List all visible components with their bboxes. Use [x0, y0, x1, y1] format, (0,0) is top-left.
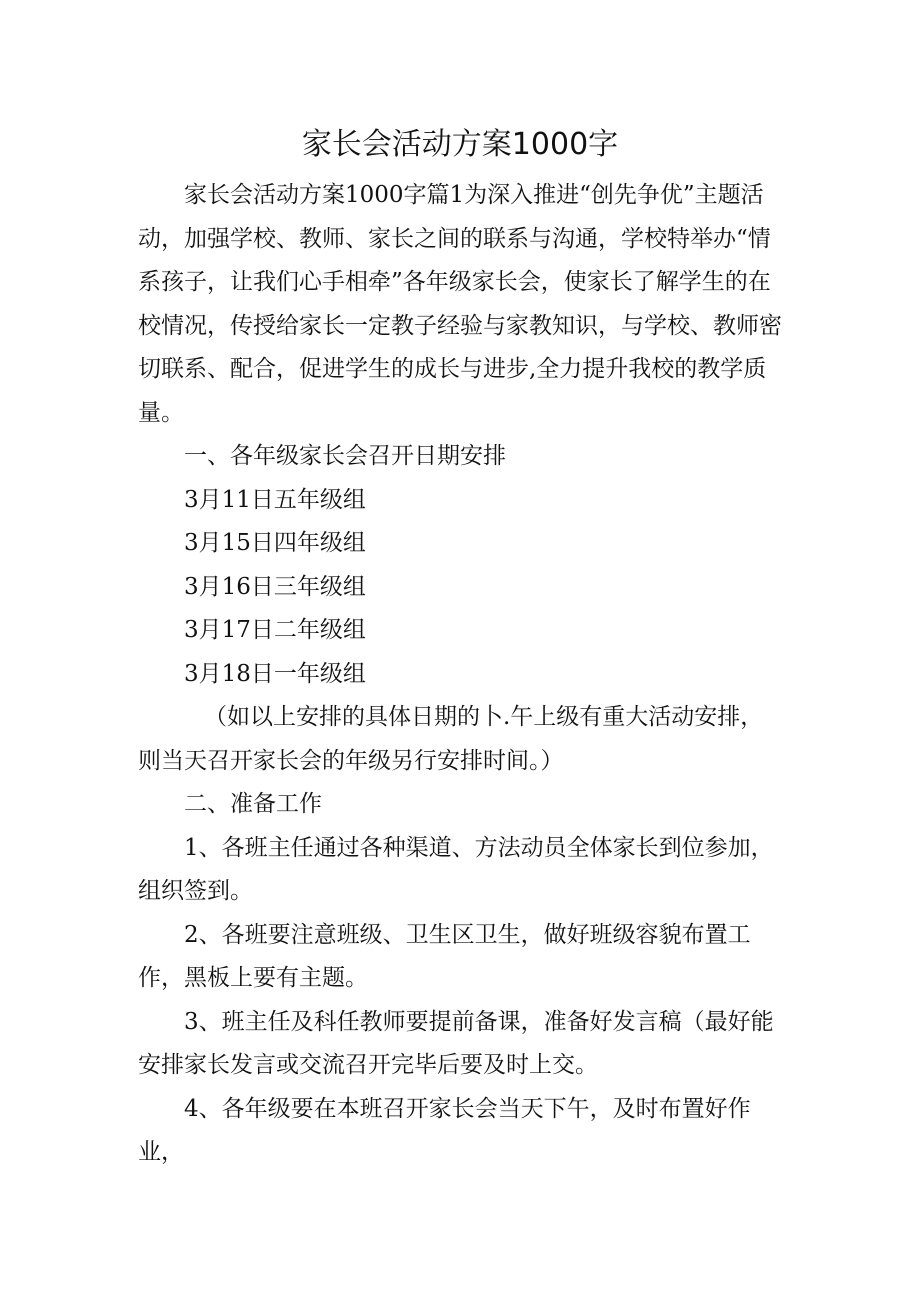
section-heading-preparation: 二、准备工作 [184, 791, 322, 817]
preparation-item: 4、各年级要在本班召开家长会当天下午，及时布置好作业， [138, 1095, 751, 1165]
preparation-item: 3、班主任及科任教师要提前备课，准备好发言稿（最好能安排家长发言或交流召开完毕后要及时上交。 [138, 1008, 774, 1078]
schedule-item: 3月11日五年级组 [184, 486, 366, 513]
section-heading-schedule: 一、各年级家长会召开日期安排 [184, 443, 506, 469]
document-body [138, 174, 786, 1175]
document-title: 家长会活动方案1000字 [301, 127, 619, 162]
schedule-item: 3月17日二年级组 [184, 617, 366, 643]
schedule-item: 3月15日四年级组 [184, 530, 366, 556]
schedule-item: 3月18日一年级组 [184, 660, 366, 687]
schedule-item: 3月16日三年级组 [184, 573, 366, 600]
schedule-note: （如以上安排的具体日期的卜.午上级有重大活动安排，则当天召开家长会的年级另行安排时间。） [138, 704, 764, 774]
intro-paragraph: 家长会活动方案1000字篇1为深入推进“创先争优”主题活动，加强学校、教师、家长之间的联系与沟通，学校特举办“情系孩子，让我们心手相牵”各年级家长会，使家长了解学生的在校情况，传授给家长一定教子经验与家教知识，与学校、教师密切联系、配合，促进学生的成长与进步,全力提升我校的教学质量。 [138, 182, 782, 426]
preparation-item: 1、各班主任通过各种渠道、方法动员全体家长到位参加，组织签到。 [138, 834, 774, 904]
preparation-item: 2、各班要注意班级、卫生区卫生，做好班级容貌布置工作，黑板上要有主题。 [138, 921, 751, 991]
